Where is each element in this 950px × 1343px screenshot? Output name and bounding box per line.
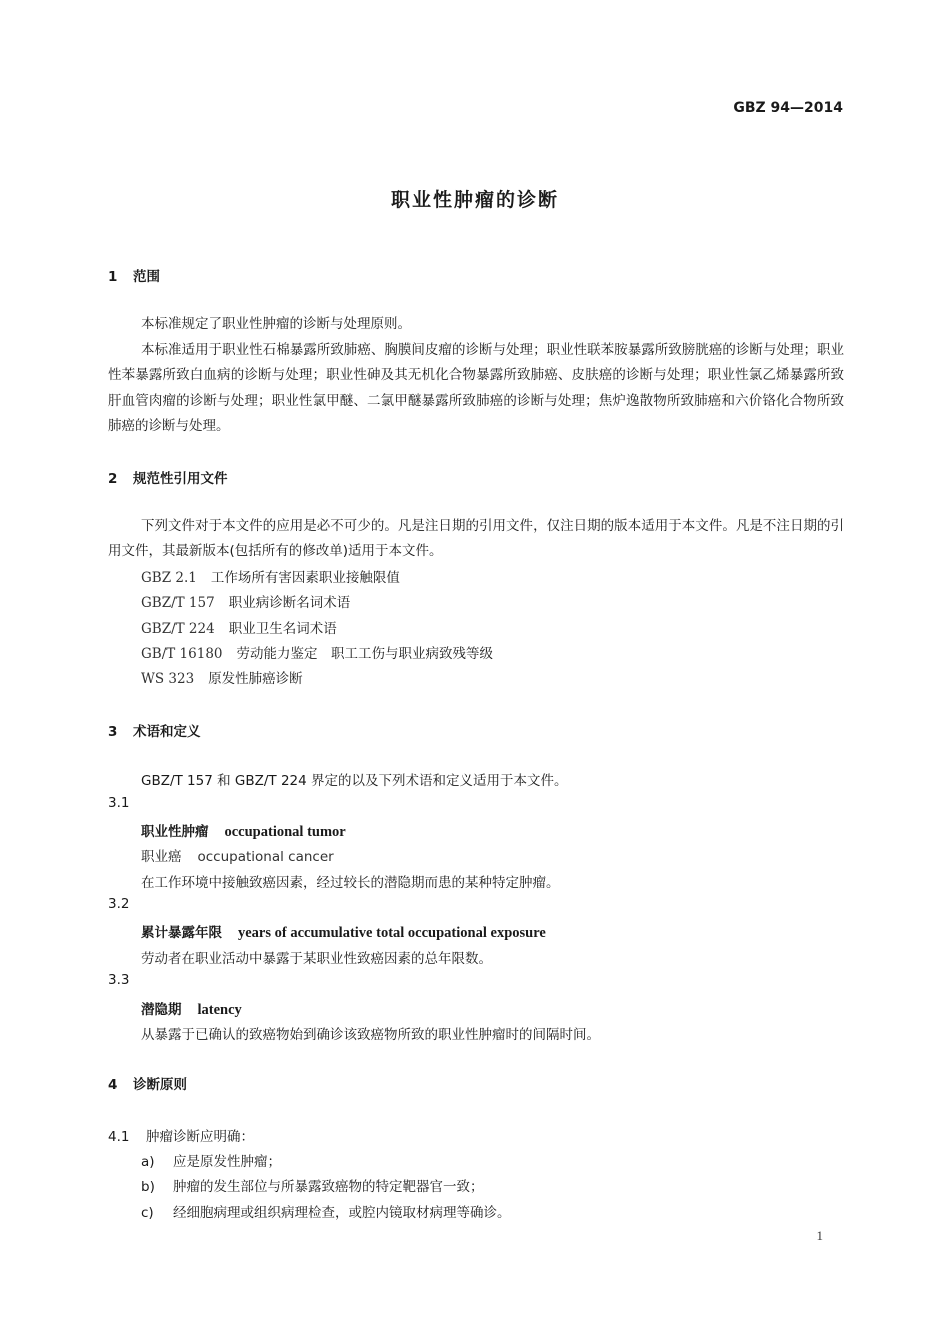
- list-item: [141, 1201, 511, 1221]
- reference-item: [141, 591, 350, 611]
- section-3-intro: GBZ/T 157 和 GBZ/T 224 界定的以及下列术语和定义适用于本文件。: [141, 773, 568, 789]
- reference-code: WS 323: [141, 671, 195, 687]
- term-heading: [141, 998, 242, 1019]
- section-2-heading: [108, 467, 228, 487]
- reference-title: 工作场所有害因素职业接触限值: [210, 570, 400, 586]
- subsection-title: 肿瘤诊断应明确：: [146, 1129, 254, 1145]
- section-title: 诊断原则: [133, 1077, 187, 1093]
- reference-code: GBZ/T 157: [141, 595, 215, 611]
- subsection-4-1: [108, 1125, 254, 1145]
- page-title: 职业性肿瘤的诊断: [390, 189, 559, 211]
- reference-code: GB/T 16180: [141, 646, 223, 662]
- term-english: latency: [197, 1002, 242, 1018]
- list-item: [141, 1150, 281, 1170]
- section-number: 3: [108, 724, 118, 740]
- subsection-number: 4.1: [108, 1129, 130, 1145]
- section-1-paragraph-2: 本标准适用于职业性石棉暴露所致肺癌、胸膜间皮瘤的诊断与处理；职业性联苯胺暴露所致膀胱癌的诊断与处理；职业性苯暴露所致白血病的诊断与处理；职业性砷及其无机化合物暴露所致肺癌、皮肤癌的诊断与处理；职业性氯乙烯暴露所致肝血管肉瘤的诊断与处理；职业性氯甲醚、二氯甲醚暴露所致肺癌的诊断与处理；焦炉逸散物所致肺癌和六价铬化合物所致肺癌的诊断与处理。: [108, 342, 844, 435]
- term-heading: [141, 921, 546, 942]
- term-number: 3.2: [108, 896, 130, 912]
- section-3-heading: [108, 720, 201, 740]
- term-english: years of accumulative total occupational exposure: [238, 925, 546, 941]
- reference-item: [141, 617, 337, 637]
- reference-item: [141, 667, 303, 687]
- section-number: 2: [108, 471, 118, 487]
- reference-title: 职业卫生名词术语: [228, 621, 337, 637]
- term-alt-english: occupational cancer: [197, 849, 334, 865]
- list-label: b): [141, 1179, 155, 1195]
- term-definition: 劳动者在职业活动中暴露于某职业性致癌因素的总年限数。: [141, 951, 492, 967]
- reference-code: GBZ/T 224: [141, 621, 215, 637]
- term-chinese: 职业性肿瘤: [141, 824, 209, 840]
- section-title: 规范性引用文件: [133, 471, 228, 487]
- list-text: 肿瘤的发生部位与所暴露致癌物的特定靶器官一致；: [173, 1179, 484, 1195]
- reference-item: [141, 566, 400, 586]
- list-text: 经细胞病理或组织病理检查，或腔内镜取材病理等确诊。: [173, 1205, 511, 1221]
- term-alternate: [141, 845, 334, 865]
- term-number: 3.3: [108, 972, 130, 988]
- term-definition: 从暴露于已确认的致癌物始到确诊该致癌物所致的职业性肿瘤时的间隔时间。: [141, 1027, 600, 1043]
- reference-title: 原发性肺癌诊断: [208, 671, 303, 687]
- reference-title: 劳动能力鉴定 职工工伤与职业病致残等级: [236, 646, 493, 662]
- reference-item: [141, 642, 493, 662]
- section-number: 4: [108, 1077, 118, 1093]
- list-text: 应是原发性肿瘤；: [173, 1154, 281, 1170]
- list-label: c): [141, 1205, 154, 1221]
- section-title: 术语和定义: [133, 724, 201, 740]
- term-chinese: 累计暴露年限: [141, 925, 222, 941]
- list-item: [141, 1175, 484, 1195]
- term-heading: [141, 820, 346, 841]
- term-alt-chinese: 职业癌: [141, 849, 182, 865]
- reference-title: 职业病诊断名词术语: [228, 595, 351, 611]
- document-code: GBZ 94—2014: [733, 100, 843, 116]
- list-label: a): [141, 1154, 155, 1170]
- page-number: 1: [816, 1228, 823, 1243]
- section-number: 1: [108, 269, 118, 285]
- section-1-paragraph-1: 本标准规定了职业性肿瘤的诊断与处理原则。: [141, 316, 411, 332]
- section-4-heading: [108, 1073, 187, 1093]
- section-1-heading: [108, 265, 160, 285]
- reference-code: GBZ 2.1: [141, 570, 197, 586]
- section-title: 范围: [133, 269, 160, 285]
- section-2-paragraph: 下列文件对于本文件的应用是必不可少的。凡是注日期的引用文件，仅注日期的版本适用于本文件。凡是不注日期的引用文件，其最新版本(包括所有的修改单)适用于本文件。: [108, 518, 844, 560]
- term-english: occupational tumor: [224, 824, 346, 840]
- term-chinese: 潜隐期: [141, 1002, 182, 1018]
- term-definition: 在工作环境中接触致癌因素，经过较长的潜隐期而患的某种特定肿瘤。: [141, 875, 560, 891]
- term-number: 3.1: [108, 795, 130, 811]
